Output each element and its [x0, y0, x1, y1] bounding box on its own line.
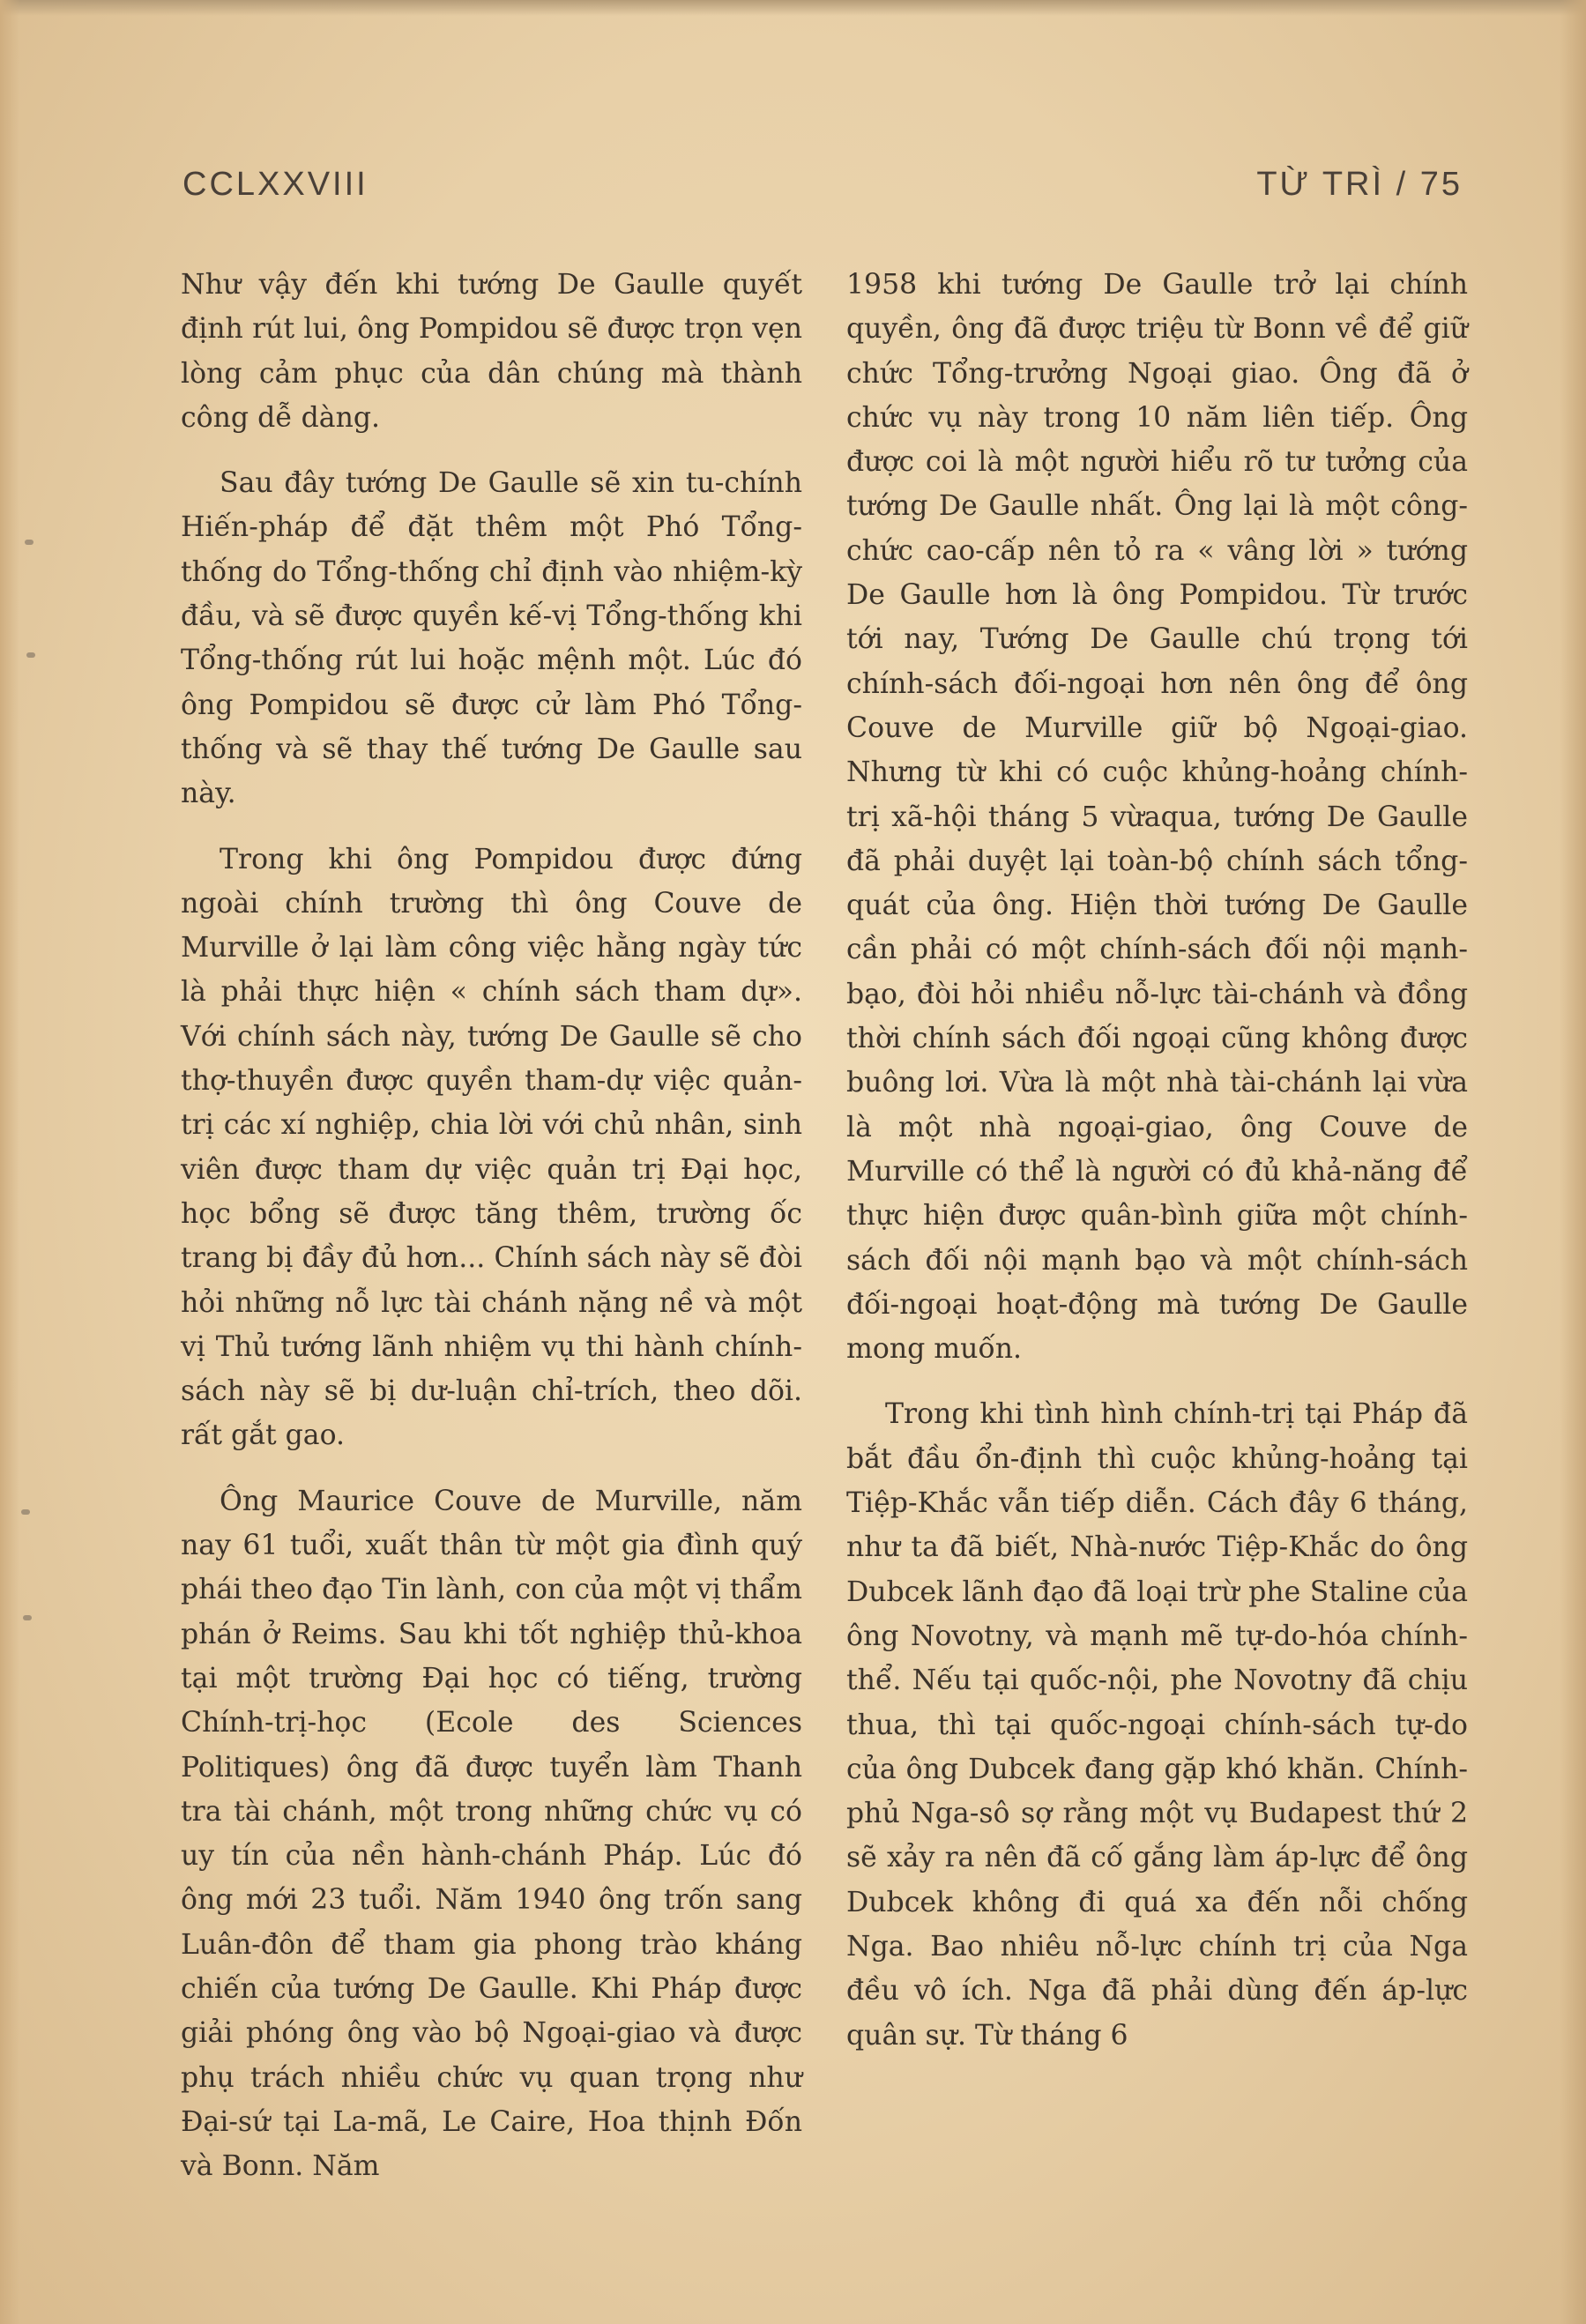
running-header-left: CCLXXVIII: [182, 166, 369, 203]
margin-speck: [23, 1615, 32, 1620]
page-edge-top: [0, 0, 1586, 16]
paragraph: Trong khi ông Pompidou được đứng ngoài chính trường thì ông Couve de Murville ở lại làm công việc hằng ngày tức là phải thực hiện « chính sách tham dự». Với chính sách này, tướng De Gaulle sẽ cho thợ-thuyền được quyền tham-dự việc quản-trị các xí nghiệp, chia lời với chủ nhân, sinh viên được tham dự việc quản trị Đại học, học bổng sẽ được tăng thêm, trường ốc trang bị đầy đủ hơn... Chính sách này sẽ đòi hỏi những nỗ lực tài chánh nặng nề và một vị Thủ tướng lãnh nhiệm vụ thi hành chính-sách này sẽ bị dư-luận chỉ-trích, theo dõi. rất gắt gao.: [181, 843, 802, 1452]
paragraph: Sau đây tướng De Gaulle sẽ xin tu-chính Hiến-pháp để đặt thêm một Phó Tổng-thống do Tổng-thống chỉ định vào nhiệm-kỳ đầu, và sẽ được quyền kế-vị Tổng-thống khi Tổng-thống rút lui hoặc mệnh một. Lúc đó ông Pompidou sẽ được cử làm Phó Tổng-thống và sẽ thay thế tướng De Gaulle sau này.: [181, 467, 802, 810]
text-column-right: [846, 263, 1468, 2058]
paragraph: Như vậy đến khi tướng De Gaulle quyết định rút lui, ông Pompidou sẽ được trọn vẹn lòng cảm phục của dân chúng mà thành công dễ dàng.: [181, 269, 802, 434]
margin-speck: [25, 540, 34, 545]
paragraph: 1958 khi tướng De Gaulle trở lại chính quyền, ông đã được triệu từ Bonn về để giữ chức Tổng-trưởng Ngoại giao. Ông đã ở chức vụ này trong 10 năm liên tiếp. Ông được coi là một người hiểu rõ tư tưởng của tướng De Gaulle nhất. Ông lại là một công-chức cao-cấp nên tỏ ra « vâng lời » tướng De Gaulle hơn là ông Pompidou. Từ trước tới nay, Tướng De Gaulle chú trọng tới chính-sách đối-ngoại hơn nên ông để ông Couve de Murville giữ bộ Ngoại-giao. Nhưng từ khi có cuộc khủng-hoảng chính-trị xã-hội tháng 5 vừaqua, tướng De Gaulle đã phải duyệt lại toàn-bộ chính sách tổng-quát của ông. Hiện thời tướng De Gaulle cần phải có một chính-sách đối nội mạnh-bạo, đòi hỏi nhiều nỗ-lực tài-chánh và đồng thời chính sách đối ngoại cũng không được buông lơi. Vừa là một nhà tài-chánh lại vừa là một nhà ngoại-giao, ông Couve de Murville có thể là người có đủ khả-năng để thực hiện được quân-bình giữa một chính-sách đối nội mạnh bạo và một chính-sách đối-ngoại hoạt-động mà tướng De Gaulle mong muốn.: [846, 269, 1468, 1366]
page-edge-left: [0, 0, 19, 2324]
paragraph: Ông Maurice Couve de Murville, năm nay 61 tuổi, xuất thân từ một gia đình quý phái theo đạo Tin lành, con của một vị thẩm phán ở Reims. Sau khi tốt nghiệp thủ-khoa tại một trường Đại học có tiếng, trường Chính-trị-học (Ecole des Sciences Politiques) ông đã được tuyển làm Thanh tra tài chánh, một trong những chức vụ có uy tín của nền hành-chánh Pháp. Lúc đó ông mới 23 tuổi. Năm 1940 ông trốn sang Luân-đôn để tham gia phong trào kháng chiến của tướng De Gaulle. Khi Pháp được giải phóng ông vào bộ Ngoại-giao và được phụ trách nhiều chức vụ quan trọng như Đại-sứ tại La-mã, Le Caire, Hoa thịnh Đốn và Bonn. Năm: [181, 1485, 802, 2183]
margin-speck: [26, 652, 35, 658]
margin-speck: [21, 1509, 30, 1515]
paragraph: Trong khi tình hình chính-trị tại Pháp đã bắt đầu ổn-định thì cuộc khủng-hoảng tại Tiệp-Khắc vẫn tiếp diễn. Cách đây 6 tháng, như ta đã biết, Nhà-nước Tiệp-Khắc do ông Dubcek lãnh đạo đã loại trừ phe Staline của ông Novotny, và mạnh mẽ tự-do-hóa chính-thể. Nếu tại quốc-nội, phe Novotny đã chịu thua, thì tại quốc-ngoại chính-sách tự-do của ông Dubcek đang gặp khó khăn. Chính-phủ Nga-sô sợ rằng một vụ Budapest thứ 2 sẽ xảy ra nên đã cố gắng làm áp-lực để ông Dubcek không đi quá xa đến nỗi chống Nga. Bao nhiêu nỗ-lực chính trị của Nga đều vô ích. Nga đã phải dùng đến áp-lực quân sự. Từ tháng 6: [846, 1398, 1468, 2052]
running-header-right: TỪ TRÌ / 75: [1256, 166, 1463, 203]
page-edge-right: [1560, 0, 1586, 2324]
text-column-left: [181, 263, 802, 2188]
